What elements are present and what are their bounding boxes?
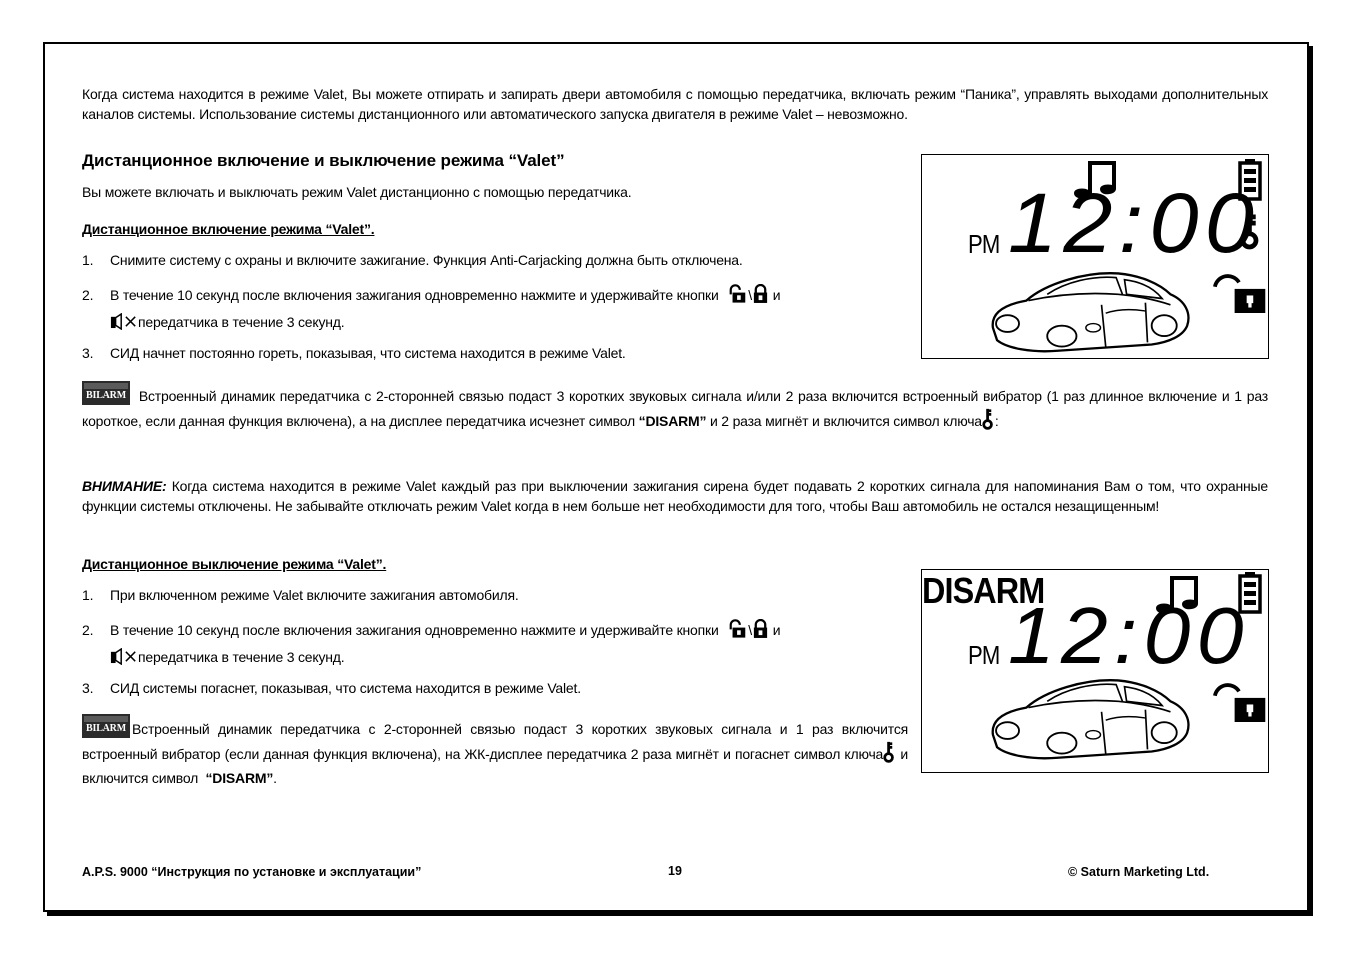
warning-paragraph [82, 476, 1268, 516]
section-lead: Вы можете включать и выключать режим Valet дистанционно с помощью передатчика. [82, 184, 632, 200]
step-text: При включенном режиме Valet включите зажигания автомобиля. [110, 587, 519, 603]
lock-button-icon [752, 284, 769, 303]
page-number: 19 [668, 864, 682, 878]
disarm-symbol-label: “DISARM” [638, 413, 707, 429]
note-end: : [994, 413, 999, 429]
car-icon [993, 273, 1189, 351]
disable-step-3 [82, 678, 581, 698]
enable-note [82, 381, 1268, 433]
note-text-2: и включится символ [82, 746, 908, 786]
step-number: 2. [82, 287, 94, 303]
note-text: Встроенный динамик передатчика с 2-сторонней связью подаст 3 коротких звуковых сигнала и/или 2 раза включится встроенный вибратор (1 раз длинное включение и 1 раз короткое, если данная функция включена), а на дисплее передатчика исчезнет символ [82, 388, 1268, 429]
lcd-display-valet-off [921, 569, 1269, 773]
lcd-disarm-label: DISARM [922, 570, 1045, 611]
step-and: и [772, 622, 781, 638]
step-number: 3. [82, 680, 94, 696]
note-end: . [273, 770, 277, 786]
bilarm-logo-icon [82, 714, 130, 738]
key-icon [982, 408, 995, 430]
enable-step-1 [82, 250, 743, 270]
unlock-button-icon [728, 284, 748, 303]
lcd-time: 12:00 [1008, 176, 1261, 270]
lock-button-icon [752, 619, 769, 638]
bilarm-logo-icon [82, 381, 130, 405]
disable-heading: Дистанционное выключение режима “Valet”. [82, 556, 387, 572]
step-and: и [772, 287, 781, 303]
car-icon [993, 680, 1189, 758]
note-text-2: и 2 раза мигнёт и включится символ ключа [709, 413, 982, 429]
step-text: СИД системы погаснет, показывая, что система находится в режиме Valet. [110, 680, 581, 696]
lcd-display-valet-on [921, 154, 1269, 359]
disarm-symbol-label: “DISARM” [205, 770, 274, 786]
enable-step-2 [82, 284, 908, 305]
enable-step-3 [82, 343, 626, 363]
lcd-pm-label: PM [968, 229, 1000, 259]
warning-label: ВНИМАНИЕ: [82, 478, 167, 494]
intro-paragraph: Когда система находится в режиме Valet, Вы можете отпирать и запирать двери автомобиля с помощью передатчика, включать режим “Паника”, управлять выходами дополнительных каналов системы. Использование системы дистанционного или автоматического запуска двигателя в режиме Valet – невозможно. [82, 86, 1268, 122]
padlock-icon [1215, 685, 1265, 722]
disable-step-1 [82, 585, 519, 605]
enable-step-2-cont [110, 312, 344, 332]
step-text: В течение 10 секунд после включения зажигания одновременно нажмите и удерживайте кнопки [110, 622, 719, 638]
step-number: 1. [82, 587, 94, 603]
footer-right: © Saturn Marketing Ltd. [1068, 865, 1210, 879]
section-title: Дистанционное включение и выключение режима “Valet” [82, 151, 565, 170]
lcd-time: 12:00 [1008, 591, 1250, 680]
backslash-separator: \ [748, 622, 752, 638]
enable-heading: Дистанционное включение режима “Valet”. [82, 221, 375, 237]
note-text: Встроенный динамик передатчика с 2-сторонней связью подаст 3 коротких звуковых сигнала и 1 раз включится встроенный вибратор (если данная функция включена), на ЖК-дисплее передатчика 2 раза мигнёт и погаснет символ ключа [82, 721, 908, 762]
step-text: передатчика в течение 3 секунд. [138, 314, 345, 330]
unlock-button-icon [728, 619, 748, 638]
footer-left: A.P.S. 9000 “Инструкция по установке и эксплуатации” [82, 865, 422, 879]
disable-step-2 [82, 619, 908, 640]
padlock-icon [1215, 276, 1265, 313]
disable-note [82, 714, 908, 790]
speaker-mute-button-icon [110, 313, 138, 330]
step-text: В течение 10 секунд после включения зажигания одновременно нажмите и удерживайте кнопки [110, 287, 719, 303]
warning-text: Когда система находится в режиме Valet каждый раз при выключении зажигания сирена будет подавать 2 коротких сигнала для напоминания Вам о том, что охранные функции системы отключены. Не забывайте отключать режим Valet когда в нем больше нет необходимости для того, чтобы Ваш автомобиль не остался незащищенным! [82, 478, 1268, 514]
step-text: Снимите систему с охраны и включите зажигание. Функция Anti-Carjacking должна быть отключена. [110, 252, 743, 268]
backslash-separator: \ [748, 287, 752, 303]
step-text: передатчика в течение 3 секунд. [138, 649, 345, 665]
step-number: 3. [82, 345, 94, 361]
speaker-mute-button-icon [110, 648, 138, 665]
step-number: 2. [82, 622, 94, 638]
step-text: СИД начнет постоянно гореть, показывая, что система находится в режиме Valet. [110, 345, 626, 361]
step-number: 1. [82, 252, 94, 268]
key-icon [883, 741, 896, 763]
disable-step-2-cont [110, 647, 344, 667]
lcd-pm-label: PM [968, 640, 1000, 670]
